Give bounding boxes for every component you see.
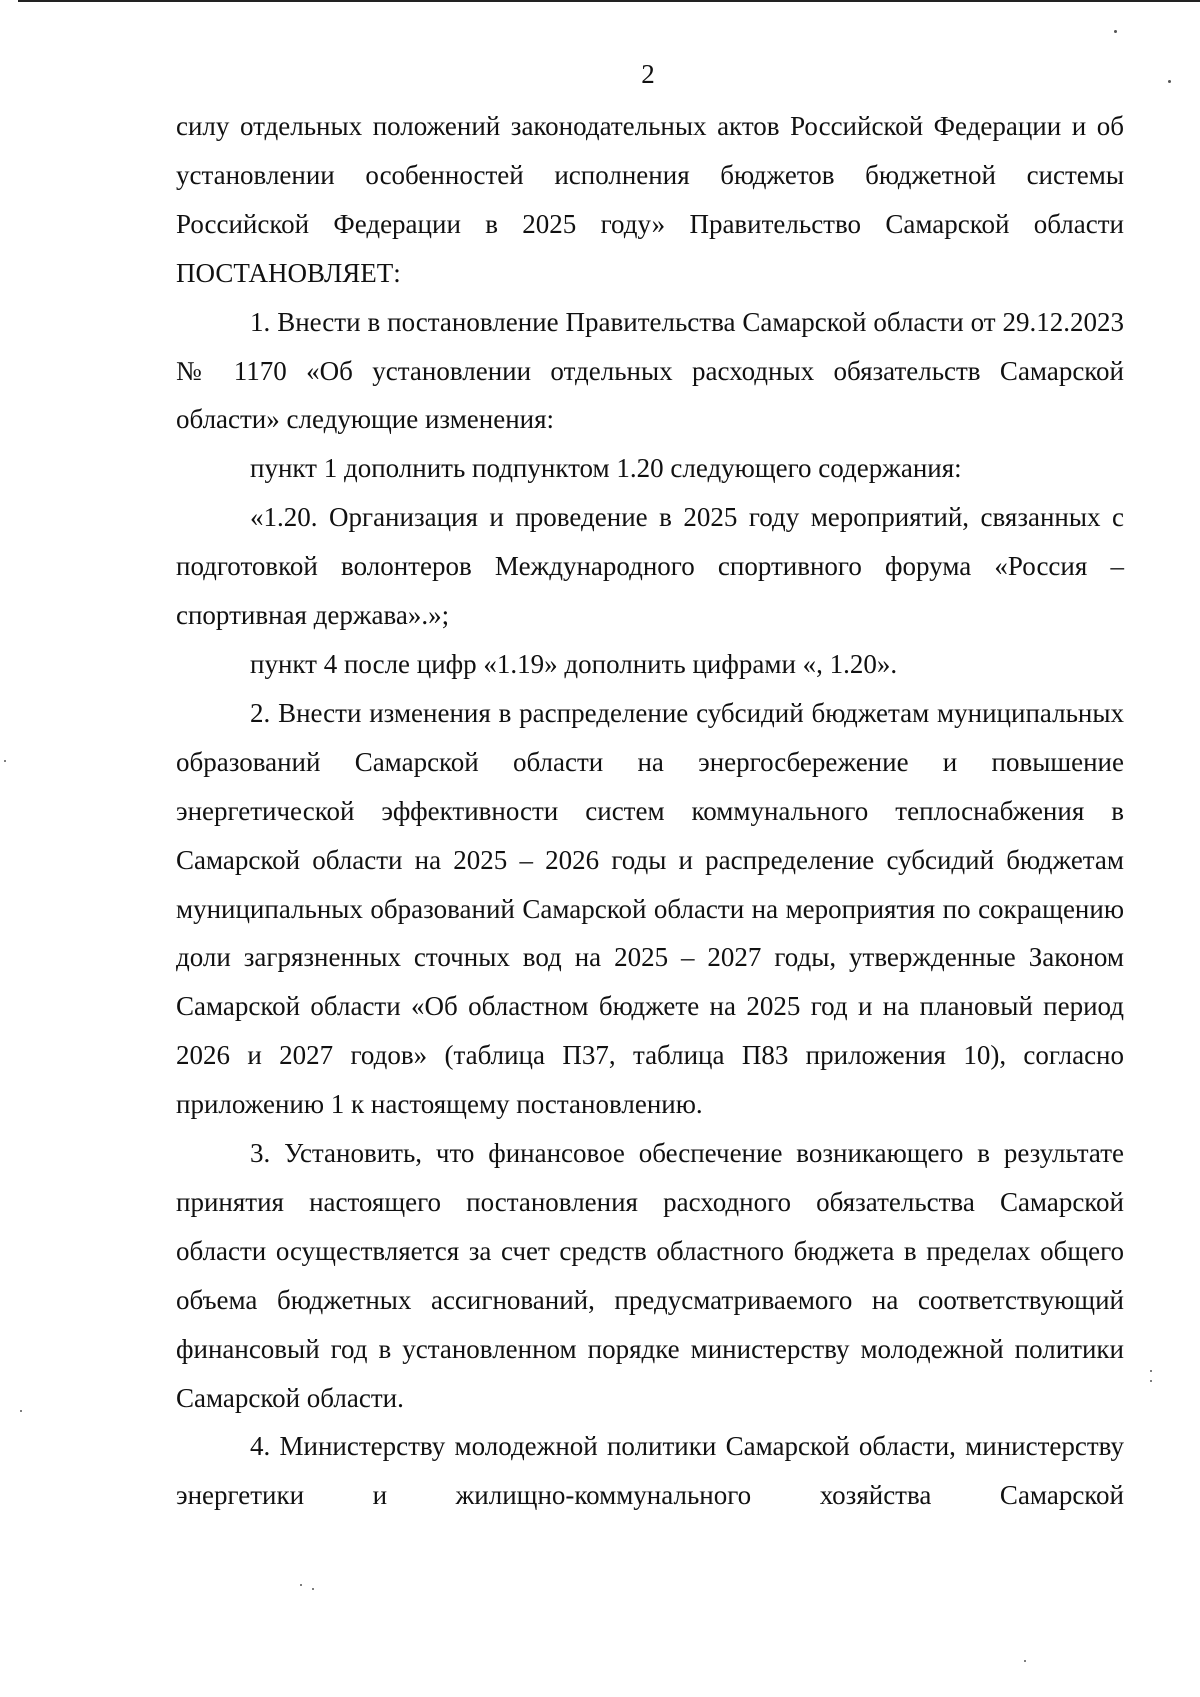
scan-speck bbox=[300, 1584, 302, 1586]
scan-speck bbox=[4, 760, 6, 762]
document-body bbox=[176, 102, 1124, 1520]
scan-speck bbox=[1150, 1370, 1152, 1372]
paragraph-item-2: 2. Внести изменения в распределение субсидий бюджетам муниципальных образований Самарской области на энергосбережение и повышение энергетической эффективности систем коммунального теплоснабжения в Самарской области на 2025 – 2026 годы и распределение субсидий бюджетам муниципальных образований Самарской области на мероприятия по сокращению доли загрязненных сточных вод на 2025 – 2027 годы, утвержденные Законом Самарской области «Об областном бюджете на 2025 год и на плановый период 2026 и 2027 годов» (таблица П37, таблица П83 приложения 10), согласно приложению 1 к настоящему постановлению. bbox=[176, 697, 1124, 1120]
scan-speck bbox=[1114, 30, 1117, 33]
paragraph-subitem-intro: пункт 1 дополнить подпунктом 1.20 следующего содержания: bbox=[250, 453, 962, 484]
paragraph-item-3: 3. Установить, что финансовое обеспечение возникающего в результате принятия настоящего постановления расходного обязательства Самарской области осуществляется за счет средств областного бюджета в пределах общего объема бюджетных ассигнований, предусматриваемого на соответствующий финансовый год в установленном порядке министерству молодежной политики Самарской области. bbox=[176, 1138, 1124, 1413]
scan-speck bbox=[1168, 80, 1171, 83]
paragraph-continuation: силу отдельных положений законодательных актов Российской Федерации и об установлении особенностей исполнения бюджетов бюджетной системы Российской Федерации в 2025 году» Правительство Самарской области ПОСТАНОВЛЯЕТ: bbox=[176, 111, 1124, 288]
top-border-line bbox=[18, 0, 1200, 2]
page-number: 2 bbox=[641, 59, 655, 89]
paragraph-subitem-text: «1.20. Организация и проведение в 2025 году мероприятий, связанных с подготовкой волонтеров Международного спортивного форума «Россия – спортивная держава».»; bbox=[176, 502, 1124, 631]
scan-speck bbox=[20, 1410, 22, 1412]
scan-speck bbox=[1024, 1660, 1026, 1662]
scan-speck bbox=[312, 1588, 314, 1590]
paragraph-item-4: 4. Министерству молодежной политики Самарской области, министерству энергетики и жилищно-коммунального хозяйства Самарской bbox=[176, 1431, 1124, 1511]
paragraph-item-1: 1. Внести в постановление Правительства Самарской области от 29.12.2023 № 1170 «Об установлении отдельных расходных обязательств Самарской области» следующие изменения: bbox=[176, 306, 1124, 435]
paragraph-subitem-point-4: пункт 4 после цифр «1.19» дополнить цифрами «, 1.20». bbox=[250, 648, 898, 679]
scan-speck bbox=[1150, 1380, 1152, 1382]
